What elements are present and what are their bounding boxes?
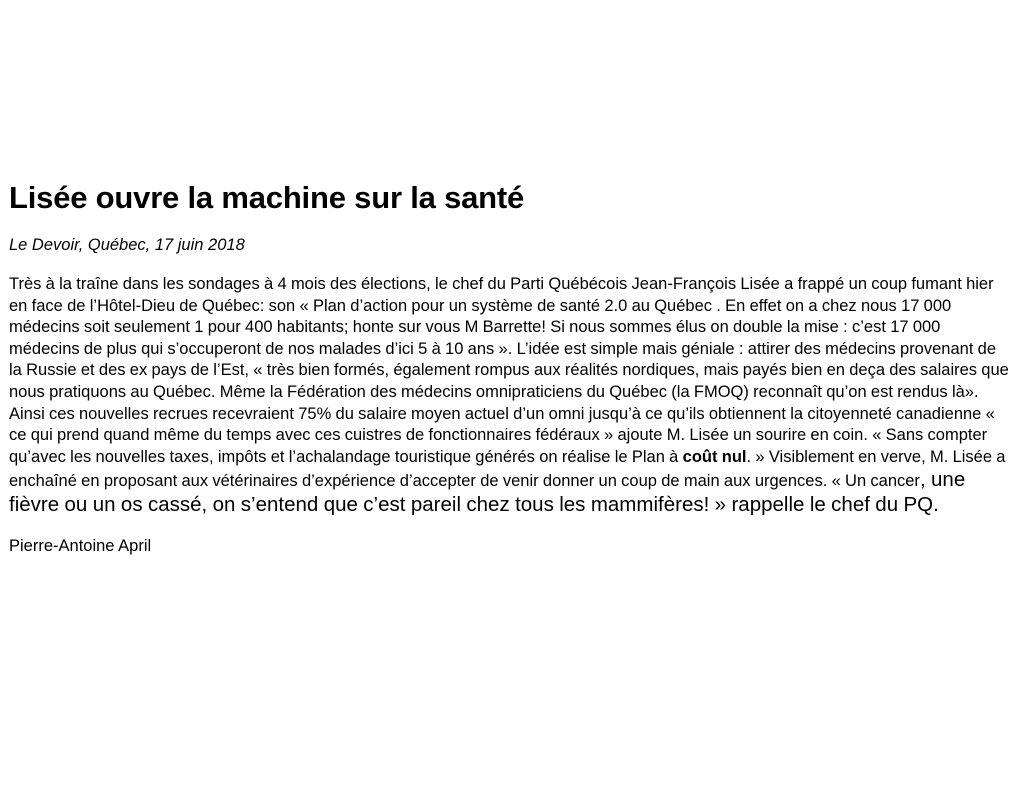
- article-body-bold: coût nul: [682, 447, 747, 466]
- article: [9, 178, 1009, 556]
- article-body-text-continued: . » Visiblement en verve, M. Lisée a enchaîné en proposant aux vétérinaires d’expérience d’accepter de venir donner un coup de main aux urgences. « Un cancer: [9, 447, 1006, 491]
- article-source: Le Devoir, Québec, 17 juin 2018: [9, 236, 245, 254]
- article-author: Pierre-Antoine April: [9, 536, 152, 555]
- article-title: Lisée ouvre la machine sur la santé: [9, 180, 525, 215]
- article-body-text: Très à la traîne dans les sondages à 4 mois des élections, le chef du Parti Québécois Jean-François Lisée a frappé un coup fumant hier en face de l’Hôtel-Dieu de Québec: son « Plan d’action pour un système de santé 2.0 au Québec . En effet on a chez nous 17 000 médecins soit seulement 1 pour 400 habitants; honte sur vous M Barrette! Si nous sommes élus on double la mise : c’est 17 000 médecins de plus qui s’occuperont de nos malades d’ici 5 à 10 ans ». L’idée est simple mais géniale : attirer des médecins provenant de la Russie et des ex pays de l’Est, « très bien formés, également rompus aux réalités nordiques, mais payés bien en deça des salaires que nous pratiquons au Québec. Même la Fédération des médecins omnipraticiens du Québec (la FMOQ) reconnaît qu’on est rendus là». Ainsi ces nouvelles recrues recevraient 75% du salaire moyen actuel d’un omni jusqu’à ce qu’ils obtiennent la citoyenneté canadienne « ce qui prend quand même du temps avec ces cuistres de fonctionnaires fédéraux » ajoute M. Lisée un sourire en coin. « Sans compter qu’avec les nouvelles taxes, impôts et l’achalandage touristique générés on réalise le Plan à: [9, 275, 1009, 466]
- article-body: [9, 274, 1009, 518]
- article-body-large-text: , une fièvre ou un os cassé, on s’entend que c’est pareil chez tous les mammifères! » rappelle le chef du PQ.: [9, 468, 966, 516]
